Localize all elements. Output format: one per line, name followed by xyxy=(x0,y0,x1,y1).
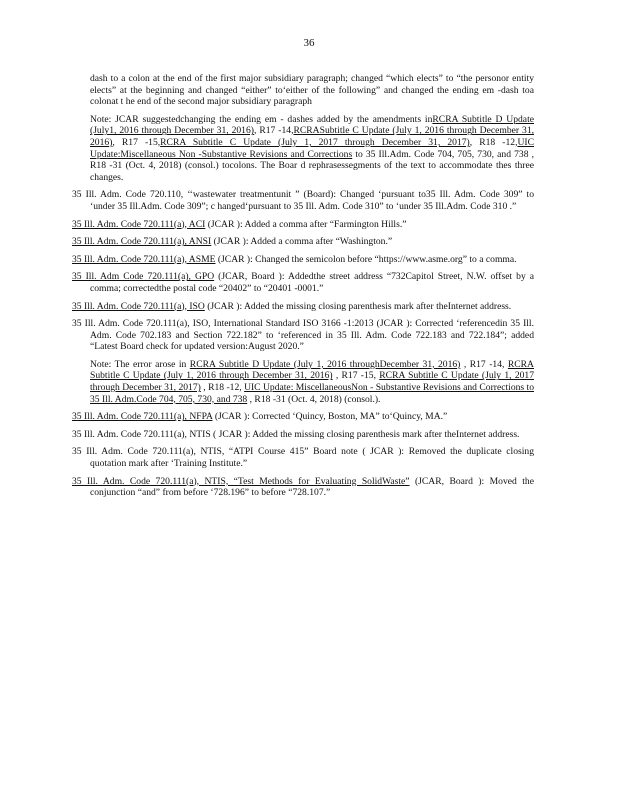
entry-text: (JCAR ): Added the missing closing parenthesis mark after theInternet address. xyxy=(204,300,512,312)
note1-prefix: Note: JCAR suggestedchanging the ending em - dashes added by the amendments in xyxy=(90,113,433,125)
note2-link-uic[interactable]: UIC Update: MiscellaneousNon - Substantive Revisions and Corrections to 35 Ill. Adm.Code 704, 705, 730, and 738 xyxy=(90,382,535,405)
entry-ref[interactable]: 35 Ill. Adm. Code 720.111(a), ACI xyxy=(72,218,206,230)
note-paragraph-2 xyxy=(90,359,534,405)
note2-suffix: , R18 -31 (Oct. 4, 2018) (consol.). xyxy=(247,393,381,405)
entry-text: (JCAR ): Added a comma after “Washington.” xyxy=(211,236,393,248)
note1-suffix: to 35 Ill.Adm. Code 704, 705, 730, and 738 , R18 -31 (Oct. 4, 2018) (consol.) tocolons. The Boar d rephrasessegments of the text to accommodate thes three changes. xyxy=(90,148,534,183)
note1-mid1: , R17 -14, xyxy=(253,125,294,137)
entry-text: (JCAR ): Changed the semicolon before “https://www.asme.org” to a comma. xyxy=(215,253,517,265)
note1-mid2: , R17 -15, xyxy=(112,136,161,148)
entry-ntis-test-methods xyxy=(72,476,534,499)
entry-ansi xyxy=(72,236,534,248)
entry-ref: 35 Ill. Adm. Code 720.111(a), NTIS xyxy=(72,428,211,440)
entry-text: (JCAR ): Corrected ‘referencedin 35 Ill. Adm. Code 702.183 and Section 722.182” to ‘referenced in 35 Ill. Adm. Code 722.183 and 722.184”; added “Latest Board check for updated version:August 2020.” xyxy=(90,318,534,353)
entry-text: (JCAR, Board ): Addedthe street address “732Capitol Street, N.W. offset by a comma; correctedthe postal code “20402” to “20401 -0001.” xyxy=(90,271,534,294)
note-paragraph-1 xyxy=(90,114,534,184)
entry-ref[interactable]: 35 Ill. Adm. Code 720.111(a), ASME xyxy=(72,253,216,265)
entry-iso-3166 xyxy=(72,318,534,353)
entry-ntis-atpi xyxy=(72,446,534,469)
entry-text: (JCAR ): Corrected ‘Quincy, Boston, MA” to‘Quincy, MA.” xyxy=(212,411,448,423)
entry-text: Changed ‘pursuant to35 Ill. Adm. Code 309” to ‘under 35 Ill.Adm. Code 309”; c hanged‘pursuant to 35 Ill. Adm. Code 310” to ‘under 35 Ill.Adm. Code 310 .” xyxy=(90,189,534,212)
note2-link-rcra-d[interactable]: RCRA Subtitle D Update (July 1, 2016 throughDecember 31, 2016) xyxy=(189,358,461,370)
note1-link-rcra-d[interactable]: RCRA Subtitle D Update (July1, 2016 through December 31, 2016) xyxy=(90,113,534,137)
entry-gpo xyxy=(72,271,534,294)
entry-ref: 35 Ill. Adm. Code 720.111(a), ISO, International Standard ISO 3166 -1:2013 xyxy=(72,318,374,330)
entry-ref[interactable]: 35 Ill. Adm. Code 720.111(a), ISO xyxy=(72,300,205,312)
entry-ref[interactable]: 35 Ill. Adm. Code 720.111(a), NTIS, “Test Methods for Evaluating SolidWaste” xyxy=(72,475,410,487)
note2-mid3: , R18 -12, xyxy=(200,382,245,394)
entry-text: ( JCAR ): Added the missing closing parenthesis mark after theInternet address. xyxy=(210,428,520,440)
note2-prefix: Note: The error arose in xyxy=(90,358,190,370)
entry-ref[interactable]: 35 Ill. Adm. Code 720.111(a), NFPA xyxy=(72,411,213,423)
note2-mid2: , R17 -15, xyxy=(332,370,380,382)
intro-paragraph: dash to a colon at the end of the first major subsidiary paragraph; changed “which elects” to “the personor entity elects” at the beginning and changed “either” to‘either of the following” and changed the ending em -dash toa colonat t he end of the second major subsidiary paragraph xyxy=(90,73,534,108)
document-body xyxy=(72,73,534,499)
note1-link-rcra-c-2017[interactable]: RCRA Subtitle C Update (July 1, 2017 through December 31, 2017) xyxy=(160,136,470,148)
entry-ref[interactable]: 35 Ill. Adm. Code 720.111(a), ANSI xyxy=(72,236,212,248)
entry-text: (JCAR, Board ): Moved the conjunction “and” from before ‘728.196” to before “728.107.” xyxy=(90,475,534,499)
entry-ref: 35 Ill. Adm. Code 720.110, ‘‘wastewater treatmentunit ” (Board): xyxy=(72,189,337,201)
entry-ref: 35 Ill. Adm. Code 720.111(a), NTIS, “ATPI Course 415” Board note xyxy=(72,446,358,458)
note2-mid1: , R17 -14, xyxy=(460,358,508,370)
page-number: 36 xyxy=(303,37,315,49)
entry-720-110 xyxy=(72,189,534,212)
entry-aci xyxy=(72,219,534,231)
entry-ntis xyxy=(72,429,534,441)
note2-link-rcra-c-2016[interactable]: RCRA Subtitle C Update (July 1, 2016 through December 31, 2016) xyxy=(90,358,534,382)
entry-asme xyxy=(72,254,534,266)
note1-mid3: , R18 -12, xyxy=(469,136,518,148)
entry-text: ( JCAR ): Removed the duplicate closing quotation mark after ‘Training Institute.” xyxy=(90,446,534,470)
entry-nfpa xyxy=(72,411,534,423)
entry-text: (JCAR ): Added a comma after “Farmington Hills.” xyxy=(205,218,407,230)
entry-iso xyxy=(72,301,534,313)
note1-link-uic[interactable]: UIC Update:Miscellaneous Non -Substantive Revisions and Corrections xyxy=(90,136,534,160)
entry-ref[interactable]: 35 Ill. Adm Code 720.111(a), GPO xyxy=(72,271,215,283)
note2-link-rcra-c-2017[interactable]: RCRA Subtitle C Update (July 1, 2017 through December 31, 2017) xyxy=(90,370,535,394)
note1-link-rcra-c-2016[interactable]: RCRASubtitle C Update (July 1, 2016 through December 31, 2016) xyxy=(90,125,535,148)
